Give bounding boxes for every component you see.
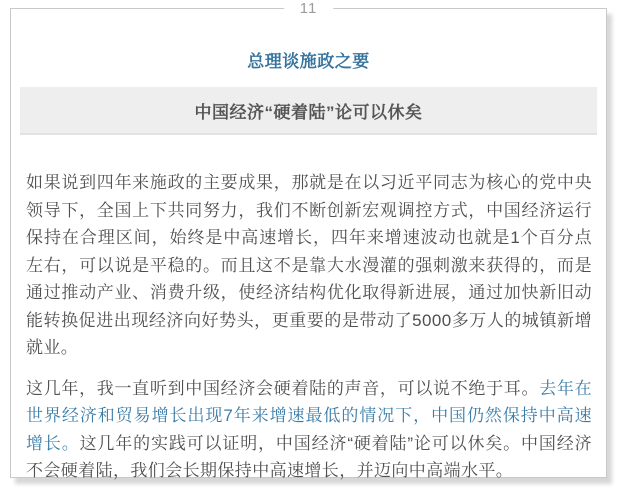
article-body [26,169,592,485]
page-number: 11 [284,0,334,19]
paragraph-1-text: 如果说到四年来施政的主要成果，那就是在以习近平同志为核心的党中央领导下，全国上下共同努力，我们不断创新宏观调控方式，中国经济运行保持在合理区间，始终是中高速增长，四年来增速波动也就是1个百分点左右，可以说是平稳的。而且这不是靠大水漫灌的强刺激来获得的，而是通过推动产业、消费升级，使经济结构优化取得新进展，通过加快新旧动能转换促进出现经济向好势头，更重要的是带动了5000多万人的城镇新增就业。 [26,173,592,357]
paragraph-2 [26,375,592,485]
article-section-title: 总理谈施政之要 [247,52,370,71]
article-headline: 中国经济“硬着陆”论可以休矣 [194,102,423,122]
article-headline-banner [20,87,597,135]
paragraph-2-highlighted-sentence: 去年在世界经济和贸易增长出现7年来增速最低的情况下，中国仍然保持中高速增长。 [26,378,592,453]
article-card [10,0,607,480]
paragraph-1 [26,169,592,362]
paragraph-2-text-tail: 这几年的实践可以证明，中国经济“硬着陆”论可以休矣。中国经济不会硬着陆，我们会长期保持中高速增长，并迈向中高端水平。 [26,433,592,480]
paragraph-2-text-lead: 这几年，我一直听到中国经济会硬着陆的声音，可以说不绝于耳。 [26,378,540,398]
